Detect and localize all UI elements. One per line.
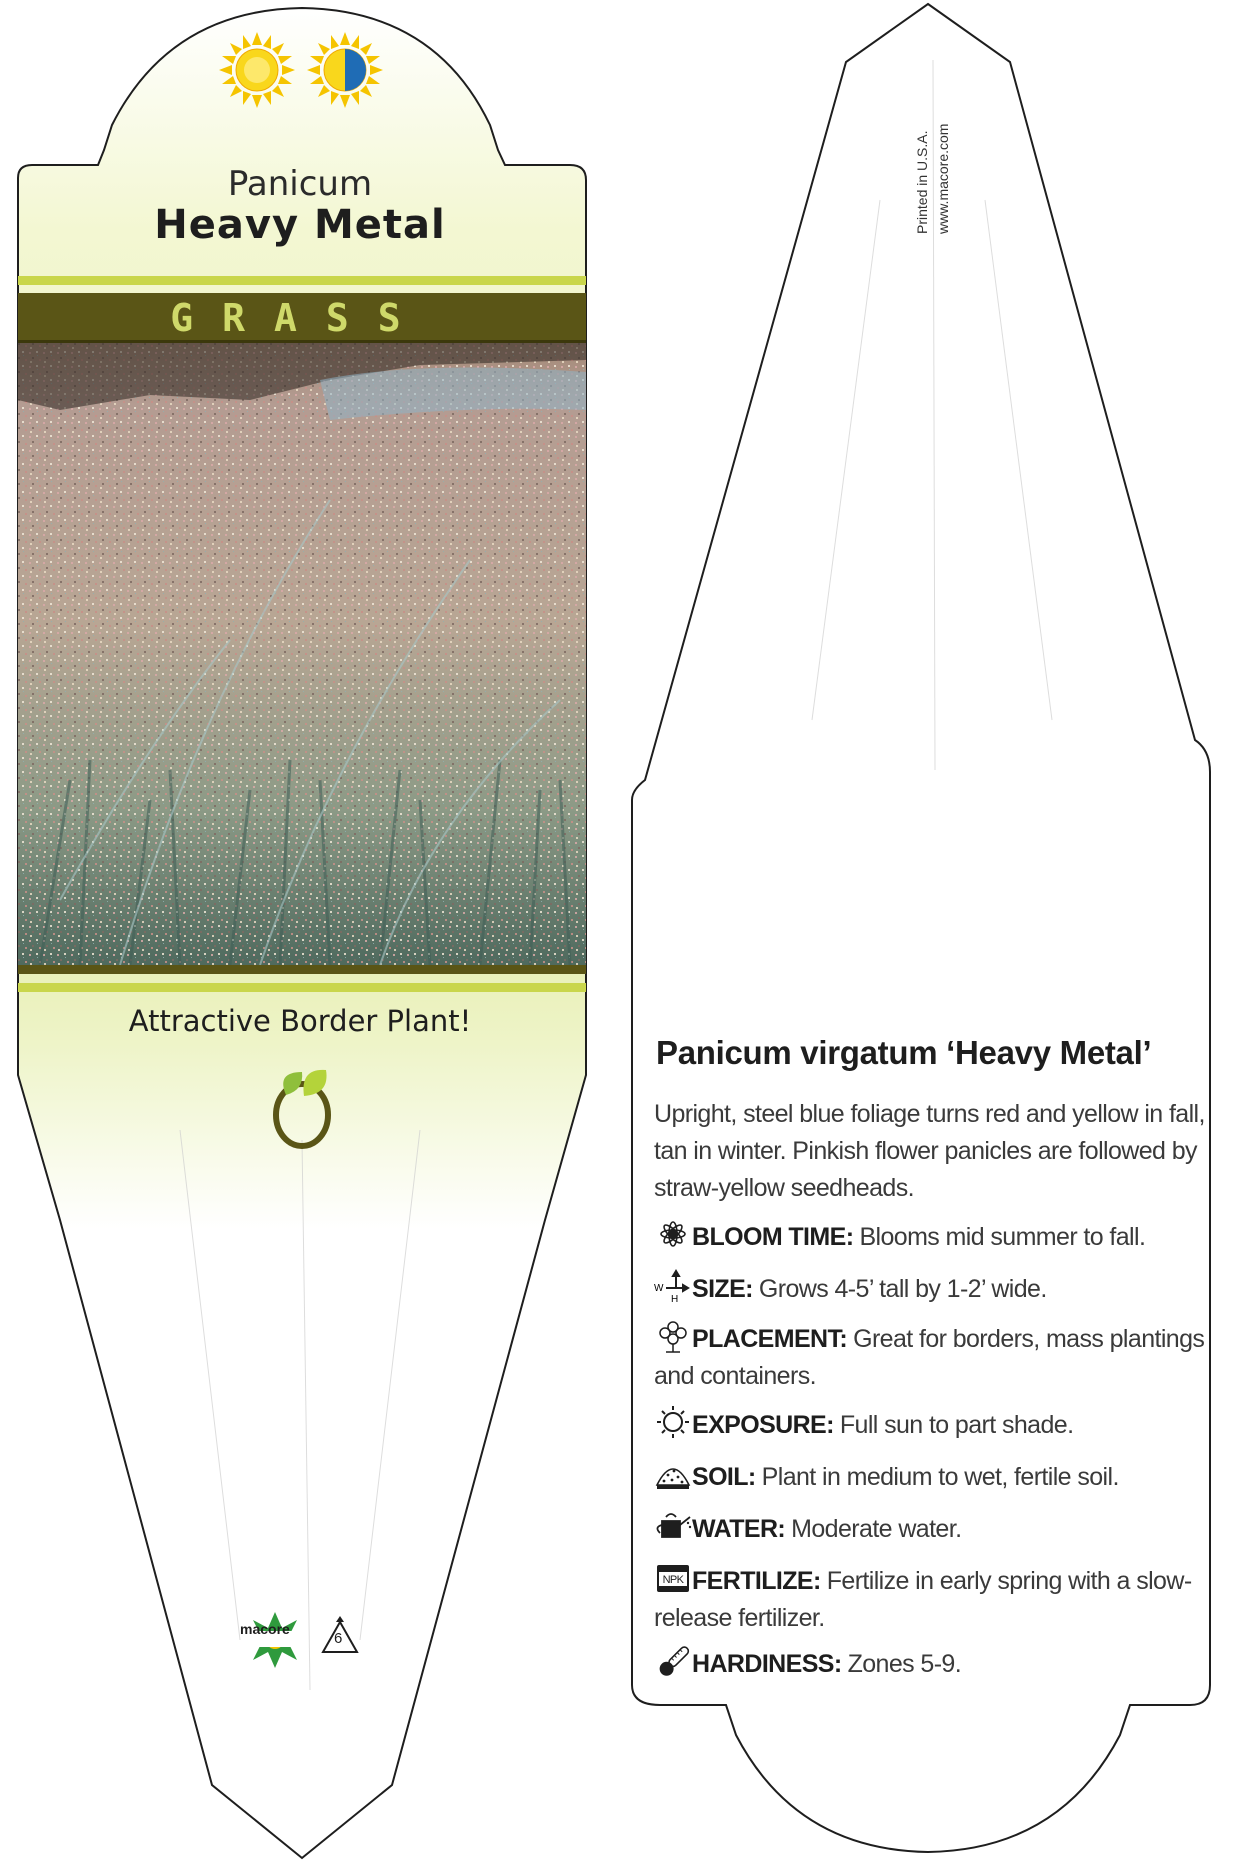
category-label: GRASS [170,296,430,340]
size-icon [654,1269,692,1303]
thermometer-icon [654,1644,692,1674]
front-genus: Panicum [227,164,373,204]
size-w-letter: W [654,1283,663,1294]
info-placement [654,1319,1214,1395]
info-label: FERTILIZE: [692,1567,821,1595]
npk-label: NPK [662,1574,684,1586]
info-label: HARDINESS: [692,1650,842,1678]
brand-name: macore [240,1621,290,1637]
info-label: EXPOSURE: [692,1411,834,1439]
front-cultivar: Heavy Metal [154,202,446,248]
info-text: Moderate water. [791,1515,962,1543]
website-label: www.macore.com [935,123,951,234]
tagline: Attractive Border Plant! [128,1004,472,1038]
info-label: WATER: [692,1515,786,1543]
info-water [654,1509,1214,1548]
info-exposure [654,1405,1214,1444]
placement-icon [654,1319,692,1349]
info-text: Zones 5-9. [847,1650,962,1678]
info-soil [654,1457,1214,1496]
info-bloom-time [654,1217,1214,1256]
sun-outline-icon [654,1405,692,1435]
npk-icon [654,1561,692,1591]
info-text: Great for borders, mass plantings and containers. [654,1325,1205,1390]
info-fertilize [654,1561,1214,1637]
info-label: SIZE: [692,1275,753,1303]
info-label: BLOOM TIME: [692,1223,854,1251]
size-h-letter: H [671,1294,678,1303]
info-size [654,1269,1214,1308]
watering-can-icon [654,1509,692,1539]
info-text: Blooms mid summer to fall. [859,1223,1146,1251]
botanical-name: Panicum virgatum ‘Heavy Metal’ [656,1034,1152,1071]
plant-description: Upright, steel blue foliage turns red and yellow in fall, tan in winter. Pinkish flower panicles are followed by straw-yellow seedheads. [654,1100,1205,1202]
info-text: Fertilize in early spring with a slow-release fertilizer. [654,1567,1192,1632]
printed-in-label: Printed in U.S.A. [914,130,930,234]
info-text: Grows 4-5’ tall by 1-2’ wide. [758,1275,1047,1303]
flower-icon [654,1217,692,1247]
soil-icon [654,1457,692,1487]
info-text: Full sun to part shade. [839,1411,1074,1439]
info-label: SOIL: [692,1463,756,1491]
info-text: Plant in medium to wet, fertile soil. [761,1463,1119,1491]
info-label: PLACEMENT: [692,1325,848,1353]
info-hardiness [654,1644,1214,1683]
recycle-code: 6 [334,1630,343,1647]
